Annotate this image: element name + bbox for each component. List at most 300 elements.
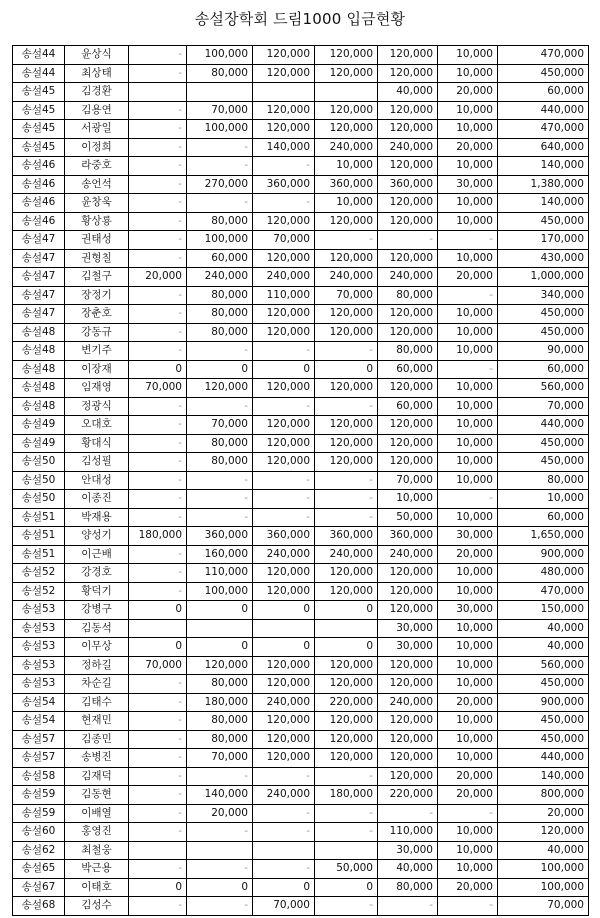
amount-cell: - [129, 157, 187, 176]
total-cell: 80,000 [498, 471, 589, 490]
amount-cell: - [129, 675, 187, 694]
total-cell: 140,000 [498, 157, 589, 176]
amount-cell [253, 841, 315, 860]
class-cell: 송설49 [13, 416, 65, 435]
amount-cell: 360,000 [253, 175, 315, 194]
table-row [13, 249, 589, 268]
total-cell: 140,000 [498, 194, 589, 213]
amount-cell: 60,000 [378, 397, 438, 416]
amount-cell: 70,000 [253, 231, 315, 250]
amount-cell: - [129, 64, 187, 83]
name-cell: 권형칠 [65, 249, 129, 268]
amount-cell: - [378, 804, 438, 823]
amount-cell: 120,000 [253, 379, 315, 398]
class-cell: 송설49 [13, 434, 65, 453]
amount-cell: 120,000 [253, 249, 315, 268]
name-cell: 이정희 [65, 138, 129, 157]
amount-cell: - [129, 305, 187, 324]
amount-cell: 120,000 [253, 712, 315, 731]
amount-cell: 120,000 [378, 101, 438, 120]
amount-cell: - [129, 342, 187, 361]
amount-cell: 30,000 [378, 619, 438, 638]
class-cell: 송설48 [13, 397, 65, 416]
amount-cell: 120,000 [315, 212, 378, 231]
class-cell: 송설54 [13, 693, 65, 712]
amount-cell: 20,000 [438, 138, 498, 157]
amount-cell: 10,000 [438, 101, 498, 120]
amount-cell: - [253, 397, 315, 416]
amount-cell: 20,000 [438, 83, 498, 102]
amount-cell: 80,000 [187, 305, 253, 324]
amount-cell: 10,000 [438, 860, 498, 879]
table-row [13, 138, 589, 157]
amount-cell: - [187, 342, 253, 361]
amount-cell: - [129, 231, 187, 250]
table-row [13, 120, 589, 139]
amount-cell: 120,000 [378, 249, 438, 268]
class-cell: 송설52 [13, 582, 65, 601]
amount-cell: 70,000 [187, 101, 253, 120]
amount-cell: 10,000 [438, 305, 498, 324]
amount-cell: - [253, 767, 315, 786]
total-cell: 1,000,000 [498, 268, 589, 287]
amount-cell: 120,000 [378, 656, 438, 675]
amount-cell: 10,000 [438, 416, 498, 435]
amount-cell: 80,000 [187, 212, 253, 231]
amount-cell: 120,000 [253, 453, 315, 472]
amount-cell: - [187, 508, 253, 527]
amount-cell: 120,000 [253, 46, 315, 65]
table-row [13, 638, 589, 657]
class-cell: 송설50 [13, 453, 65, 472]
amount-cell: - [187, 897, 253, 916]
name-cell: 안대성 [65, 471, 129, 490]
total-cell: 150,000 [498, 601, 589, 620]
table-row [13, 527, 589, 546]
amount-cell: 80,000 [187, 712, 253, 731]
class-cell: 송설48 [13, 360, 65, 379]
total-cell: 20,000 [498, 804, 589, 823]
total-cell: 1,380,000 [498, 175, 589, 194]
name-cell: 박재용 [65, 508, 129, 527]
total-cell: 60,000 [498, 83, 589, 102]
total-cell: 470,000 [498, 120, 589, 139]
total-cell: 60,000 [498, 360, 589, 379]
total-cell: 450,000 [498, 305, 589, 324]
amount-cell: 0 [129, 638, 187, 657]
name-cell: 홍영진 [65, 823, 129, 842]
total-cell: 430,000 [498, 249, 589, 268]
total-cell: 470,000 [498, 46, 589, 65]
amount-cell: 10,000 [438, 434, 498, 453]
amount-cell: 120,000 [378, 730, 438, 749]
name-cell: 권태성 [65, 231, 129, 250]
amount-cell: 0 [253, 360, 315, 379]
table-row [13, 434, 589, 453]
amount-cell: 20,000 [129, 268, 187, 287]
amount-cell: 240,000 [187, 268, 253, 287]
amount-cell: 10,000 [438, 638, 498, 657]
table-row [13, 860, 589, 879]
amount-cell: 10,000 [438, 342, 498, 361]
class-cell: 송설59 [13, 804, 65, 823]
name-cell: 이배열 [65, 804, 129, 823]
class-cell: 송설62 [13, 841, 65, 860]
amount-cell: 120,000 [315, 564, 378, 583]
amount-cell [253, 83, 315, 102]
amount-cell: 30,000 [378, 841, 438, 860]
table-row [13, 545, 589, 564]
amount-cell: - [315, 804, 378, 823]
amount-cell: - [129, 212, 187, 231]
table-row [13, 379, 589, 398]
name-cell: 김경환 [65, 83, 129, 102]
class-cell: 송설51 [13, 508, 65, 527]
amount-cell: 120,000 [378, 601, 438, 620]
class-cell: 송설54 [13, 712, 65, 731]
table-row [13, 453, 589, 472]
amount-cell: 360,000 [253, 527, 315, 546]
amount-cell: 120,000 [315, 730, 378, 749]
name-cell: 이태호 [65, 878, 129, 897]
class-cell: 송설57 [13, 749, 65, 768]
amount-cell: - [438, 490, 498, 509]
class-cell: 송설45 [13, 120, 65, 139]
amount-cell: 140,000 [253, 138, 315, 157]
name-cell: 김성필 [65, 453, 129, 472]
class-cell: 송설60 [13, 823, 65, 842]
class-cell: 송설44 [13, 46, 65, 65]
total-cell: 470,000 [498, 582, 589, 601]
amount-cell: 10,000 [438, 508, 498, 527]
amount-cell: 70,000 [129, 656, 187, 675]
amount-cell: - [378, 897, 438, 916]
amount-cell: 120,000 [253, 730, 315, 749]
amount-cell: 20,000 [438, 693, 498, 712]
amount-cell: 10,000 [315, 194, 378, 213]
amount-cell: - [129, 860, 187, 879]
amount-cell: 220,000 [315, 693, 378, 712]
amount-cell: 70,000 [315, 286, 378, 305]
name-cell: 송언석 [65, 175, 129, 194]
amount-cell [129, 619, 187, 638]
class-cell: 송설48 [13, 342, 65, 361]
class-cell: 송설45 [13, 83, 65, 102]
table-row [13, 416, 589, 435]
amount-cell: 0 [129, 601, 187, 620]
amount-cell [187, 619, 253, 638]
amount-cell: 10,000 [438, 249, 498, 268]
amount-cell: 180,000 [129, 527, 187, 546]
amount-cell: 120,000 [315, 305, 378, 324]
amount-cell: 0 [187, 360, 253, 379]
amount-cell: - [187, 157, 253, 176]
class-cell: 송설45 [13, 101, 65, 120]
amount-cell: 80,000 [378, 286, 438, 305]
class-cell: 송설52 [13, 564, 65, 583]
name-cell: 강경호 [65, 564, 129, 583]
class-cell: 송설51 [13, 545, 65, 564]
amount-cell: - [253, 804, 315, 823]
amount-cell: 140,000 [187, 786, 253, 805]
total-cell: 440,000 [498, 101, 589, 120]
total-cell: 40,000 [498, 638, 589, 657]
class-cell: 송설47 [13, 231, 65, 250]
amount-cell [315, 619, 378, 638]
amount-cell: 120,000 [315, 120, 378, 139]
amount-cell: - [129, 194, 187, 213]
table-row [13, 675, 589, 694]
class-cell: 송설48 [13, 379, 65, 398]
amount-cell: 0 [129, 360, 187, 379]
total-cell: 640,000 [498, 138, 589, 157]
amount-cell: 20,000 [438, 545, 498, 564]
amount-cell: 80,000 [378, 342, 438, 361]
name-cell: 황대식 [65, 434, 129, 453]
table-row [13, 397, 589, 416]
amount-cell: - [129, 749, 187, 768]
amount-cell: 110,000 [187, 564, 253, 583]
table-row [13, 804, 589, 823]
table-row [13, 786, 589, 805]
name-cell: 변기주 [65, 342, 129, 361]
class-cell: 송설47 [13, 249, 65, 268]
amount-cell: 10,000 [438, 841, 498, 860]
amount-cell: - [129, 582, 187, 601]
table-row [13, 712, 589, 731]
amount-cell: - [129, 286, 187, 305]
amount-cell: 0 [187, 878, 253, 897]
amount-cell: - [253, 508, 315, 527]
name-cell: 서광일 [65, 120, 129, 139]
table-row [13, 508, 589, 527]
amount-cell: 10,000 [438, 656, 498, 675]
amount-cell: 120,000 [378, 194, 438, 213]
amount-cell: - [129, 323, 187, 342]
amount-cell: - [253, 342, 315, 361]
total-cell: 450,000 [498, 323, 589, 342]
amount-cell: 180,000 [315, 786, 378, 805]
amount-cell: 120,000 [378, 749, 438, 768]
amount-cell: 120,000 [378, 675, 438, 694]
name-cell: 정광식 [65, 397, 129, 416]
class-cell: 송설46 [13, 212, 65, 231]
name-cell: 윤창욱 [65, 194, 129, 213]
amount-cell: 0 [315, 638, 378, 657]
class-cell: 송설53 [13, 619, 65, 638]
amount-cell [253, 619, 315, 638]
class-cell: 송설47 [13, 305, 65, 324]
table-row [13, 101, 589, 120]
amount-cell [187, 841, 253, 860]
amount-cell: 10,000 [438, 397, 498, 416]
total-cell: 450,000 [498, 453, 589, 472]
amount-cell: 160,000 [187, 545, 253, 564]
amount-cell: 0 [253, 638, 315, 657]
amount-cell: 10,000 [378, 490, 438, 509]
amount-cell: 120,000 [253, 434, 315, 453]
amount-cell: 80,000 [187, 434, 253, 453]
total-cell: 560,000 [498, 379, 589, 398]
table-row [13, 878, 589, 897]
class-cell: 송설44 [13, 64, 65, 83]
amount-cell: 120,000 [315, 656, 378, 675]
amount-cell: 120,000 [378, 64, 438, 83]
amount-cell: 30,000 [378, 638, 438, 657]
amount-cell: 120,000 [378, 564, 438, 583]
total-cell: 450,000 [498, 675, 589, 694]
amount-cell: 240,000 [378, 545, 438, 564]
amount-cell: 0 [315, 601, 378, 620]
table-row [13, 175, 589, 194]
name-cell: 차순길 [65, 675, 129, 694]
amount-cell: 0 [129, 878, 187, 897]
total-cell: 900,000 [498, 545, 589, 564]
table-row [13, 268, 589, 287]
class-cell: 송설53 [13, 601, 65, 620]
class-cell: 송설59 [13, 786, 65, 805]
amount-cell: 120,000 [253, 749, 315, 768]
amount-cell: 120,000 [378, 212, 438, 231]
amount-cell: - [315, 767, 378, 786]
amount-cell: 10,000 [438, 64, 498, 83]
table-row [13, 767, 589, 786]
amount-cell: - [129, 490, 187, 509]
amount-cell: 240,000 [253, 786, 315, 805]
amount-cell: 120,000 [315, 675, 378, 694]
table-row [13, 83, 589, 102]
total-cell: 170,000 [498, 231, 589, 250]
amount-cell: 80,000 [378, 878, 438, 897]
amount-cell: 240,000 [253, 545, 315, 564]
amount-cell: 120,000 [253, 582, 315, 601]
class-cell: 송설53 [13, 675, 65, 694]
amount-cell: - [129, 138, 187, 157]
amount-cell: 110,000 [253, 286, 315, 305]
name-cell: 이근배 [65, 545, 129, 564]
amount-cell: 70,000 [129, 379, 187, 398]
table-row [13, 231, 589, 250]
amount-cell: 360,000 [378, 175, 438, 194]
name-cell: 최상태 [65, 64, 129, 83]
amount-cell: 10,000 [438, 157, 498, 176]
total-cell: 800,000 [498, 786, 589, 805]
class-cell: 송설46 [13, 157, 65, 176]
table-row [13, 212, 589, 231]
amount-cell: 10,000 [438, 453, 498, 472]
amount-cell: 50,000 [315, 860, 378, 879]
amount-cell: - [129, 897, 187, 916]
table-row [13, 601, 589, 620]
table-row [13, 46, 589, 65]
amount-cell: 10,000 [438, 712, 498, 731]
class-cell: 송설51 [13, 527, 65, 546]
amount-cell: - [378, 231, 438, 250]
class-cell: 송설50 [13, 490, 65, 509]
table-row [13, 194, 589, 213]
name-cell: 임재영 [65, 379, 129, 398]
amount-cell: - [129, 416, 187, 435]
class-cell: 송설67 [13, 878, 65, 897]
amount-cell: - [129, 508, 187, 527]
amount-cell: 180,000 [187, 693, 253, 712]
amount-cell: 80,000 [187, 675, 253, 694]
amount-cell: 120,000 [253, 101, 315, 120]
amount-cell: - [129, 46, 187, 65]
amount-cell [129, 841, 187, 860]
amount-cell: 120,000 [253, 323, 315, 342]
amount-cell: 120,000 [187, 656, 253, 675]
amount-cell: 120,000 [315, 416, 378, 435]
amount-cell: - [129, 120, 187, 139]
amount-cell: - [438, 286, 498, 305]
amount-cell: 120,000 [378, 582, 438, 601]
amount-cell: 10,000 [438, 379, 498, 398]
name-cell: 박근용 [65, 860, 129, 879]
amount-cell: 70,000 [187, 416, 253, 435]
amount-cell: 120,000 [378, 120, 438, 139]
amount-cell: 120,000 [378, 323, 438, 342]
amount-cell: - [129, 712, 187, 731]
total-cell: 1,650,000 [498, 527, 589, 546]
amount-cell: 0 [253, 601, 315, 620]
amount-cell: - [253, 471, 315, 490]
class-cell: 송설47 [13, 286, 65, 305]
amount-cell: - [315, 897, 378, 916]
class-cell: 송설48 [13, 323, 65, 342]
amount-cell: 30,000 [438, 527, 498, 546]
amount-cell: 80,000 [187, 64, 253, 83]
amount-cell: - [187, 823, 253, 842]
amount-cell: - [187, 397, 253, 416]
amount-cell: 20,000 [438, 268, 498, 287]
amount-cell: - [129, 823, 187, 842]
amount-cell: - [129, 101, 187, 120]
name-cell: 이종진 [65, 490, 129, 509]
amount-cell: 120,000 [378, 434, 438, 453]
amount-cell: - [129, 545, 187, 564]
table-row [13, 157, 589, 176]
class-cell: 송설53 [13, 638, 65, 657]
amount-cell: - [315, 490, 378, 509]
amount-cell: 10,000 [438, 471, 498, 490]
class-cell: 송설50 [13, 471, 65, 490]
amount-cell: - [129, 804, 187, 823]
amount-cell: - [315, 823, 378, 842]
amount-cell: 40,000 [378, 860, 438, 879]
amount-cell: 120,000 [378, 453, 438, 472]
table-row [13, 360, 589, 379]
amount-cell: - [315, 508, 378, 527]
amount-cell [315, 841, 378, 860]
amount-cell: 360,000 [378, 527, 438, 546]
total-cell: 450,000 [498, 712, 589, 731]
amount-cell: 120,000 [315, 323, 378, 342]
class-cell: 송설53 [13, 656, 65, 675]
amount-cell: 100,000 [187, 120, 253, 139]
amount-cell: - [315, 471, 378, 490]
name-cell: 송병진 [65, 749, 129, 768]
amount-cell: - [129, 397, 187, 416]
amount-cell: - [315, 231, 378, 250]
total-cell: 40,000 [498, 841, 589, 860]
class-cell: 송설45 [13, 138, 65, 157]
name-cell: 김종민 [65, 730, 129, 749]
amount-cell: 20,000 [438, 767, 498, 786]
amount-cell: 0 [315, 360, 378, 379]
class-cell: 송설46 [13, 194, 65, 213]
total-cell: 120,000 [498, 823, 589, 842]
